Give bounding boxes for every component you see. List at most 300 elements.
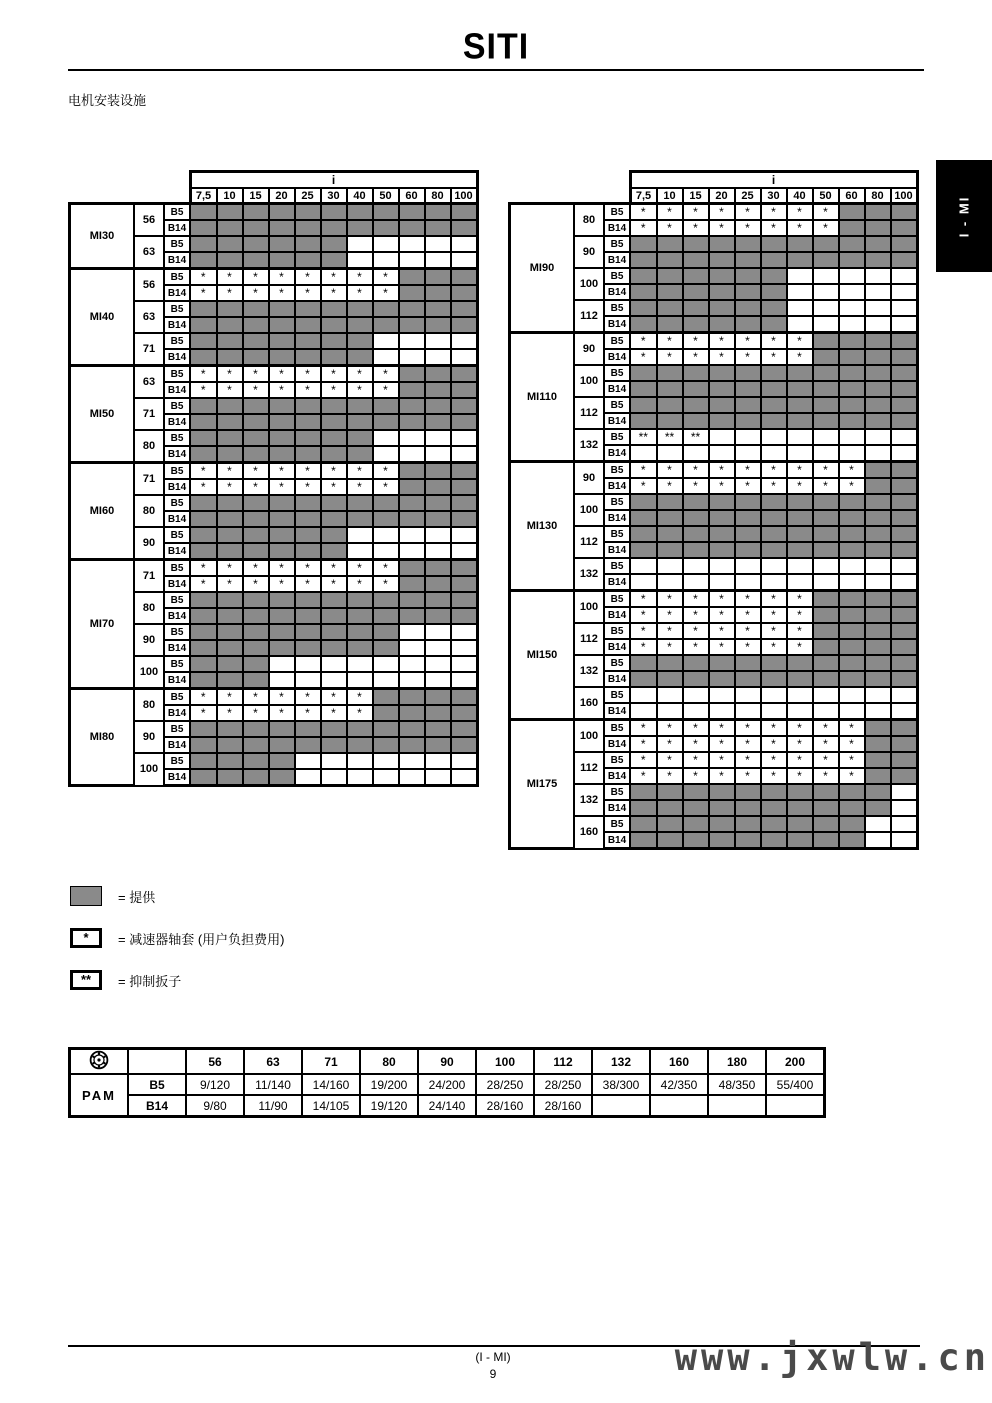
facility-cell-bushing: * bbox=[269, 463, 295, 480]
facility-cell-provided bbox=[865, 591, 891, 608]
facility-cell-provided bbox=[709, 316, 735, 333]
facility-cell-provided bbox=[269, 204, 295, 221]
facility-cell-bushing: * bbox=[630, 478, 657, 494]
facility-cell-empty bbox=[865, 284, 891, 300]
mount-label: B5 bbox=[164, 366, 190, 383]
motor-flange-icon bbox=[89, 1050, 109, 1070]
facility-cell-provided bbox=[709, 816, 735, 832]
facility-cell-bushing: * bbox=[321, 576, 347, 592]
facility-cell-provided bbox=[190, 737, 217, 753]
facility-cell-provided bbox=[243, 753, 269, 769]
facility-cell-provided bbox=[217, 333, 243, 349]
motor-size-label: 100 bbox=[574, 591, 604, 624]
facility-cell-bushing: * bbox=[787, 768, 813, 784]
facility-cell-empty bbox=[630, 574, 657, 591]
facility-cell-bushing: * bbox=[657, 333, 683, 350]
facility-cell-provided bbox=[787, 671, 813, 687]
facility-cell-provided bbox=[451, 479, 478, 495]
facility-cell-provided bbox=[347, 398, 373, 414]
facility-cell-provided bbox=[425, 592, 451, 608]
mount-label: B14 bbox=[604, 832, 630, 849]
facility-cell-provided bbox=[190, 349, 217, 366]
facility-cell-bushing: * bbox=[683, 333, 709, 350]
motor-size-label: 132 bbox=[574, 429, 604, 462]
facility-cell-provided bbox=[683, 494, 709, 510]
facility-cell-empty bbox=[630, 558, 657, 574]
facility-cell-provided bbox=[295, 624, 321, 640]
facility-cell-empty bbox=[373, 672, 399, 689]
facility-cell-provided bbox=[190, 656, 217, 672]
facility-cell-empty bbox=[425, 656, 451, 672]
facility-cell-empty bbox=[813, 268, 839, 284]
facility-cell-provided bbox=[451, 382, 478, 398]
facility-cell-provided bbox=[217, 220, 243, 236]
facility-cell-provided bbox=[813, 655, 839, 671]
facility-cell-empty bbox=[295, 769, 321, 786]
facility-cell-empty bbox=[787, 284, 813, 300]
facility-cell-provided bbox=[243, 543, 269, 560]
facility-cell-provided bbox=[839, 832, 865, 849]
facility-cell-provided bbox=[399, 220, 425, 236]
facility-cell-provided bbox=[295, 430, 321, 446]
facility-cell-empty bbox=[399, 624, 425, 640]
mount-label: B5 bbox=[164, 527, 190, 543]
facility-cell-provided bbox=[630, 494, 657, 510]
facility-cell-provided bbox=[243, 252, 269, 269]
mount-label: B5 bbox=[604, 397, 630, 413]
facility-cell-provided bbox=[891, 671, 918, 687]
facility-cell-empty bbox=[891, 284, 918, 300]
facility-cell-provided bbox=[891, 462, 918, 479]
watermark-text: www.jxwlw.cn bbox=[674, 1336, 990, 1379]
facility-cell-empty bbox=[865, 316, 891, 333]
motor-size-label: 100 bbox=[574, 268, 604, 300]
facility-cell-provided bbox=[269, 608, 295, 624]
facility-cell-provided bbox=[761, 365, 787, 381]
facility-cell-provided bbox=[683, 284, 709, 300]
facility-cell-provided bbox=[347, 220, 373, 236]
mount-label: B5 bbox=[164, 204, 190, 221]
facility-cell-bushing: * bbox=[683, 639, 709, 655]
facility-cell-provided bbox=[217, 672, 243, 689]
mount-label: B5 bbox=[604, 655, 630, 671]
facility-cell-provided bbox=[217, 721, 243, 737]
facility-cell-bushing: * bbox=[630, 752, 657, 768]
facility-cell-bushing: * bbox=[761, 204, 787, 221]
facility-cell-bushing: * bbox=[295, 479, 321, 495]
facility-cell-bushing: * bbox=[683, 752, 709, 768]
facility-cell-bushing: * bbox=[735, 752, 761, 768]
mount-label: B5 bbox=[164, 463, 190, 480]
facility-cell-provided bbox=[373, 608, 399, 624]
pam-column-header: 180 bbox=[708, 1049, 766, 1075]
facility-cell-provided bbox=[425, 576, 451, 592]
facility-cell-provided bbox=[839, 413, 865, 429]
facility-cell-provided bbox=[657, 784, 683, 800]
facility-cell-provided bbox=[190, 672, 217, 689]
facility-cell-bushing: * bbox=[295, 705, 321, 721]
page-number: 9 bbox=[489, 1367, 497, 1381]
pam-column-header: 90 bbox=[418, 1049, 476, 1075]
facility-cell-provided bbox=[399, 301, 425, 317]
facility-cell-provided bbox=[735, 365, 761, 381]
facility-cell-provided bbox=[295, 236, 321, 252]
pam-value-cell: 55/400 bbox=[766, 1074, 825, 1095]
motor-size-label: 100 bbox=[574, 494, 604, 526]
legend-item-bushing bbox=[70, 928, 284, 948]
facility-cell-bushing: * bbox=[735, 736, 761, 752]
mount-label: B14 bbox=[604, 639, 630, 655]
facility-cell-empty bbox=[269, 672, 295, 689]
mount-label: B5 bbox=[604, 720, 630, 737]
facility-cell-provided bbox=[451, 463, 478, 480]
facility-cell-provided bbox=[269, 317, 295, 333]
facility-cell-provided bbox=[761, 236, 787, 252]
facility-cell-provided bbox=[709, 413, 735, 429]
facility-cell-provided bbox=[813, 800, 839, 816]
facility-cell-empty bbox=[451, 543, 478, 560]
facility-cell-provided bbox=[865, 220, 891, 236]
facility-cell-provided bbox=[630, 284, 657, 300]
mount-label: B5 bbox=[604, 365, 630, 381]
facility-cell-bushing: * bbox=[761, 591, 787, 608]
facility-cell-bushing: * bbox=[813, 720, 839, 737]
facility-cell-empty bbox=[425, 446, 451, 463]
facility-cell-bushing: * bbox=[761, 349, 787, 365]
facility-cell-provided bbox=[451, 511, 478, 527]
facility-cell-provided bbox=[761, 300, 787, 316]
mount-label: B5 bbox=[164, 721, 190, 737]
ratio-column-header: 50 bbox=[373, 188, 399, 204]
facility-cell-provided bbox=[321, 349, 347, 366]
facility-cell-empty bbox=[865, 429, 891, 445]
facility-cell-provided bbox=[217, 624, 243, 640]
facility-cell-provided bbox=[190, 495, 217, 511]
mount-label: B14 bbox=[164, 382, 190, 398]
facility-cell-empty bbox=[425, 543, 451, 560]
facility-cell-provided bbox=[217, 430, 243, 446]
facility-cell-provided bbox=[347, 430, 373, 446]
model-label: MI130 bbox=[510, 462, 575, 591]
facility-cell-empty bbox=[891, 832, 918, 849]
facility-cell-bushing: * bbox=[839, 478, 865, 494]
facility-cell-provided bbox=[269, 543, 295, 560]
facility-cell-provided bbox=[865, 607, 891, 623]
facility-cell-provided bbox=[630, 816, 657, 832]
facility-cell-bushing: * bbox=[813, 478, 839, 494]
facility-cell-provided bbox=[761, 784, 787, 800]
facility-cell-bushing: * bbox=[269, 366, 295, 383]
facility-cell-provided bbox=[683, 526, 709, 542]
facility-cell-provided bbox=[243, 624, 269, 640]
facility-cell-bushing: * bbox=[839, 720, 865, 737]
facility-cell-provided bbox=[761, 816, 787, 832]
facility-cell-empty bbox=[813, 687, 839, 703]
facility-cell-clamp: ** bbox=[683, 429, 709, 445]
facility-cell-provided bbox=[865, 349, 891, 365]
mount-label: B5 bbox=[164, 333, 190, 349]
facility-cell-provided bbox=[217, 414, 243, 430]
facility-cell-empty bbox=[891, 784, 918, 800]
mount-label: B14 bbox=[164, 672, 190, 689]
facility-cell-provided bbox=[243, 721, 269, 737]
facility-cell-provided bbox=[295, 317, 321, 333]
motor-size-label: 112 bbox=[574, 623, 604, 655]
facility-cell-provided bbox=[295, 333, 321, 349]
facility-cell-provided bbox=[813, 639, 839, 655]
facility-cell-provided bbox=[865, 252, 891, 268]
facility-cell-bushing: * bbox=[217, 463, 243, 480]
facility-cell-provided bbox=[839, 526, 865, 542]
facility-cell-bushing: * bbox=[709, 607, 735, 623]
mount-label: B14 bbox=[164, 737, 190, 753]
ratio-column-header: 80 bbox=[865, 188, 891, 204]
facility-cell-bushing: * bbox=[217, 689, 243, 706]
facility-cell-empty bbox=[787, 558, 813, 574]
facility-cell-provided bbox=[891, 607, 918, 623]
facility-cell-provided bbox=[813, 510, 839, 526]
facility-cell-empty bbox=[865, 687, 891, 703]
facility-cell-provided bbox=[891, 204, 918, 221]
facility-cell-provided bbox=[295, 204, 321, 221]
pam-column-header: 112 bbox=[534, 1049, 592, 1075]
mount-label: B14 bbox=[164, 543, 190, 560]
facility-cell-empty bbox=[399, 236, 425, 252]
facility-cell-bushing: * bbox=[243, 689, 269, 706]
facility-cell-provided bbox=[321, 204, 347, 221]
facility-cell-bushing: * bbox=[735, 591, 761, 608]
facility-cell-bushing: * bbox=[787, 720, 813, 737]
facility-cell-provided bbox=[630, 655, 657, 671]
pam-column-header: 71 bbox=[302, 1049, 360, 1075]
pam-grid bbox=[68, 1047, 826, 1118]
motor-size-label: 90 bbox=[134, 624, 164, 656]
facility-cell-empty bbox=[735, 574, 761, 591]
facility-cell-empty bbox=[865, 445, 891, 462]
facility-cell-provided bbox=[813, 252, 839, 268]
motor-size-label: 80 bbox=[134, 430, 164, 463]
facility-cell-bushing: * bbox=[217, 560, 243, 577]
facility-cell-bushing: * bbox=[190, 463, 217, 480]
facility-cell-bushing: * bbox=[761, 333, 787, 350]
facility-cell-bushing: * bbox=[657, 736, 683, 752]
facility-cell-provided bbox=[425, 608, 451, 624]
facility-cell-bushing: * bbox=[630, 591, 657, 608]
facility-cell-provided bbox=[735, 800, 761, 816]
facility-cell-provided bbox=[399, 608, 425, 624]
facility-cell-provided bbox=[865, 365, 891, 381]
facility-cell-provided bbox=[321, 721, 347, 737]
facility-cell-provided bbox=[190, 333, 217, 349]
mount-label: B5 bbox=[164, 753, 190, 769]
facility-cell-provided bbox=[217, 656, 243, 672]
facility-cell-bushing: * bbox=[683, 478, 709, 494]
facility-cell-bushing: * bbox=[787, 623, 813, 639]
facility-cell-provided bbox=[347, 511, 373, 527]
facility-cell-provided bbox=[839, 591, 865, 608]
facility-cell-provided bbox=[657, 397, 683, 413]
facility-cell-bushing: * bbox=[761, 768, 787, 784]
facility-cell-empty bbox=[735, 703, 761, 720]
facility-cell-bushing: * bbox=[683, 220, 709, 236]
facility-cell-provided bbox=[839, 510, 865, 526]
facility-cell-provided bbox=[813, 832, 839, 849]
facility-cell-provided bbox=[373, 317, 399, 333]
facility-cell-empty bbox=[347, 769, 373, 786]
motor-size-label: 63 bbox=[134, 366, 164, 399]
facility-cell-provided bbox=[243, 349, 269, 366]
facility-cell-empty bbox=[451, 624, 478, 640]
facility-cell-provided bbox=[190, 543, 217, 560]
facility-cell-provided bbox=[683, 397, 709, 413]
facility-cell-provided bbox=[269, 220, 295, 236]
legend-item-provided bbox=[70, 886, 155, 906]
facility-cell-provided bbox=[709, 542, 735, 558]
facility-cell-bushing: * bbox=[735, 462, 761, 479]
motor-size-label: 132 bbox=[574, 558, 604, 591]
facility-cell-empty bbox=[425, 236, 451, 252]
ratio-column-header: 40 bbox=[347, 188, 373, 204]
facility-cell-bushing: * bbox=[813, 752, 839, 768]
facility-cell-bushing: * bbox=[347, 463, 373, 480]
ratio-column-header: 25 bbox=[735, 188, 761, 204]
facility-cell-provided bbox=[425, 511, 451, 527]
facility-cell-provided bbox=[683, 832, 709, 849]
facility-cell-provided bbox=[891, 220, 918, 236]
mount-label: B14 bbox=[604, 768, 630, 784]
facility-cell-provided bbox=[891, 494, 918, 510]
mount-label: B14 bbox=[604, 252, 630, 268]
facility-cell-bushing: * bbox=[657, 607, 683, 623]
facility-cell-bushing: * bbox=[347, 285, 373, 301]
facility-cell-bushing: * bbox=[630, 462, 657, 479]
facility-cell-provided bbox=[735, 671, 761, 687]
mount-label: B5 bbox=[604, 816, 630, 832]
facility-cell-bushing: * bbox=[761, 607, 787, 623]
facility-cell-empty bbox=[839, 445, 865, 462]
facility-cell-empty bbox=[891, 316, 918, 333]
facility-cell-empty bbox=[709, 429, 735, 445]
facility-cell-bushing: * bbox=[217, 576, 243, 592]
facility-cell-provided bbox=[865, 671, 891, 687]
facility-cell-bushing: * bbox=[630, 607, 657, 623]
facility-cell-empty bbox=[813, 574, 839, 591]
pam-header-spacer bbox=[128, 1049, 186, 1075]
facility-cell-provided bbox=[761, 671, 787, 687]
facility-cell-provided bbox=[217, 640, 243, 656]
ratio-column-header: 7,5 bbox=[630, 188, 657, 204]
facility-cell-provided bbox=[683, 316, 709, 333]
facility-cell-provided bbox=[761, 316, 787, 333]
facility-cell-bushing: * bbox=[839, 768, 865, 784]
facility-cell-provided bbox=[347, 301, 373, 317]
facility-cell-provided bbox=[865, 333, 891, 350]
facility-cell-provided bbox=[190, 414, 217, 430]
facility-cell-provided bbox=[217, 592, 243, 608]
mount-label: B5 bbox=[604, 752, 630, 768]
mount-label: B14 bbox=[164, 479, 190, 495]
pam-value-cell: 24/200 bbox=[418, 1074, 476, 1095]
facility-cell-provided bbox=[865, 800, 891, 816]
facility-cell-empty bbox=[425, 333, 451, 349]
facility-cell-bushing: * bbox=[269, 560, 295, 577]
mount-label: B5 bbox=[164, 656, 190, 672]
facility-cell-empty bbox=[761, 574, 787, 591]
facility-cell-provided bbox=[321, 398, 347, 414]
facility-cell-provided bbox=[891, 478, 918, 494]
header-spacer bbox=[510, 188, 631, 204]
facility-cell-empty bbox=[761, 703, 787, 720]
facility-cell-bushing: * bbox=[190, 560, 217, 577]
facility-cell-bushing: * bbox=[243, 560, 269, 577]
ratio-column-header: 7,5 bbox=[190, 188, 217, 204]
facility-cell-provided bbox=[451, 414, 478, 430]
facility-cell-bushing: * bbox=[630, 736, 657, 752]
facility-cell-provided bbox=[190, 430, 217, 446]
mount-label: B5 bbox=[604, 623, 630, 639]
facility-cell-empty bbox=[813, 300, 839, 316]
model-label: MI150 bbox=[510, 591, 575, 720]
facility-cell-provided bbox=[217, 204, 243, 221]
ratio-column-header: 25 bbox=[295, 188, 321, 204]
facility-cell-provided bbox=[709, 494, 735, 510]
siti-logo: SITI bbox=[462, 27, 530, 67]
facility-cell-bushing: * bbox=[347, 382, 373, 398]
facility-cell-provided bbox=[243, 495, 269, 511]
facility-cell-bushing: * bbox=[839, 462, 865, 479]
facility-cell-provided bbox=[190, 753, 217, 769]
facility-cell-provided bbox=[839, 333, 865, 350]
facility-cell-provided bbox=[813, 397, 839, 413]
mount-label: B14 bbox=[164, 769, 190, 786]
facility-cell-provided bbox=[839, 784, 865, 800]
facility-cell-provided bbox=[709, 526, 735, 542]
pam-empty-cell bbox=[766, 1095, 825, 1117]
facility-cell-provided bbox=[269, 753, 295, 769]
facility-cell-provided bbox=[891, 236, 918, 252]
facility-cell-provided bbox=[813, 333, 839, 350]
facility-cell-bushing: * bbox=[683, 204, 709, 221]
facility-cell-provided bbox=[683, 268, 709, 284]
facility-cell-bushing: * bbox=[709, 639, 735, 655]
facility-cell-bushing: * bbox=[190, 366, 217, 383]
facility-cell-empty bbox=[735, 558, 761, 574]
facility-cell-provided bbox=[190, 511, 217, 527]
facility-cell-empty bbox=[709, 703, 735, 720]
motor-size-label: 90 bbox=[134, 527, 164, 560]
facility-cell-provided bbox=[787, 365, 813, 381]
motor-size-label: 100 bbox=[134, 656, 164, 689]
facility-cell-empty bbox=[425, 349, 451, 366]
facility-cell-bushing: * bbox=[321, 689, 347, 706]
facility-cell-bushing: * bbox=[683, 720, 709, 737]
facility-cell-provided bbox=[321, 301, 347, 317]
facility-cell-provided bbox=[269, 737, 295, 753]
facility-cell-provided bbox=[891, 720, 918, 737]
facility-cell-provided bbox=[347, 333, 373, 349]
facility-cell-provided bbox=[190, 769, 217, 786]
facility-cell-bushing: * bbox=[295, 285, 321, 301]
facility-cell-bushing: * bbox=[373, 366, 399, 383]
facility-cell-provided bbox=[373, 414, 399, 430]
facility-cell-bushing: * bbox=[190, 269, 217, 286]
facility-cell-bushing: * bbox=[709, 736, 735, 752]
facility-cell-bushing: * bbox=[657, 768, 683, 784]
mount-label: B5 bbox=[164, 624, 190, 640]
facility-cell-provided bbox=[451, 608, 478, 624]
pam-value-cell: 42/350 bbox=[650, 1074, 708, 1095]
facility-cell-provided bbox=[735, 252, 761, 268]
